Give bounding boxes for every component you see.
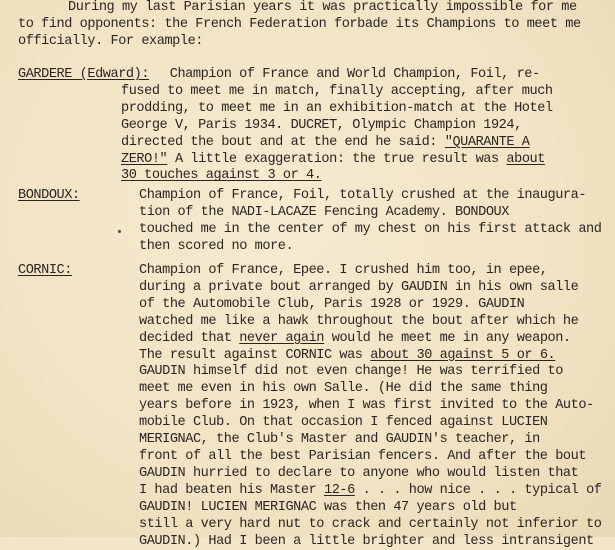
intro-line: officially. For example: <box>18 34 581 51</box>
entry-text-line: A little exaggeration: the true result was <box>175 152 499 167</box>
intro-line: During my last Parisian years it was practically impossible for me <box>18 0 581 17</box>
entry-text-line: directed the bout and at the end he said: <box>121 135 437 150</box>
entry-text-line: decided that <box>139 331 232 346</box>
entry-text-line: still a very hard nut to crack and certainly not inferior to <box>139 517 602 534</box>
intro-paragraph <box>18 0 581 51</box>
quote-quarante: "QUARANTE A <box>445 135 530 150</box>
entry-text-line: years before in 1923, when I was first invited to the Auto- <box>139 398 602 415</box>
entry-text-line: George V, Paris 1934. DUCRET, Olympic Champion 1924, <box>18 118 553 135</box>
entry-text-line: MERIGNAC, the Club's Master and GAUDIN's teacher, in <box>139 432 602 449</box>
intro-line: to find opponents: the French Federation forbade its Champions to meet me <box>18 17 581 34</box>
entry-text-line: watched me like a hawk throughout the bout after which he <box>139 314 602 331</box>
stray-mark <box>118 230 121 233</box>
entry-text-line: front of all the best Parisian fencers. And after the bout <box>139 449 602 466</box>
entry-cornic <box>18 263 72 280</box>
entry-text-line: of the Automobile Club, Paris 1928 or 1929. GAUDIN <box>139 297 602 314</box>
entry-text-line: Champion of France, Epee. I crushed him too, in epee, <box>139 263 602 280</box>
entry-text-line: The result against CORNIC was <box>139 348 363 363</box>
entry-text-line: touched me in the center of my chest on his first attack and <box>139 222 601 239</box>
entry-text-line: tion of the NADI-LACAZE Fencing Academy. BONDOUX <box>139 205 601 222</box>
entry-name-cornic: CORNIC: <box>18 263 72 280</box>
phrase-never-again: never again <box>239 331 324 346</box>
entry-text-line: mobile Club. On that occasion I fenced against LUCIEN <box>139 415 602 432</box>
entry-text-line: I had beaten his Master <box>139 483 316 498</box>
result-about: about <box>506 152 545 167</box>
entry-text-line: then scored no more. <box>139 239 601 256</box>
entry-name-gardere: GARDERE (Edward): <box>18 67 149 82</box>
result-touches: 30 touches against 3 or 4. <box>121 168 321 183</box>
entry-text-line: GAUDIN.) Had I been a little brighter and less intransigent <box>139 534 602 550</box>
entry-text-line: during a private bout arranged by GAUDIN in his own salle <box>139 280 602 297</box>
entry-name-bondoux: BONDOUX: <box>18 188 80 205</box>
entry-text-line: GAUDIN himself did not even change! He was terrified to <box>139 364 602 381</box>
score-12-6: 12-6 <box>324 483 355 498</box>
entry-text-line: prodding, to meet me in an exhibition-match at the Hotel <box>18 101 553 118</box>
entry-text-line: Champion of France and World Champion, Foil, re- <box>170 67 540 82</box>
entry-text-line: fused to meet me in match, finally accepting, after much <box>18 84 553 101</box>
entry-text-line: Champion of France, Foil, totally crushed at the inaugura- <box>139 188 601 205</box>
entry-text-line: GAUDIN! LUCIEN MERIGNAC was then 47 years old but <box>139 500 602 517</box>
entry-text-line: . . . how nice . . . typical of <box>363 483 602 498</box>
entry-text-line: GAUDIN hurried to declare to anyone who would listen that <box>139 466 602 483</box>
entry-bondoux <box>18 188 80 205</box>
entry-text-line: meet me even in his own Salle. (He did the same thing <box>139 381 602 398</box>
quote-zero: ZERO!" <box>121 152 167 167</box>
result-cornic: about 30 against 5 or 6. <box>370 348 555 363</box>
entry-text-line: would he meet me in any weapon. <box>332 331 571 346</box>
